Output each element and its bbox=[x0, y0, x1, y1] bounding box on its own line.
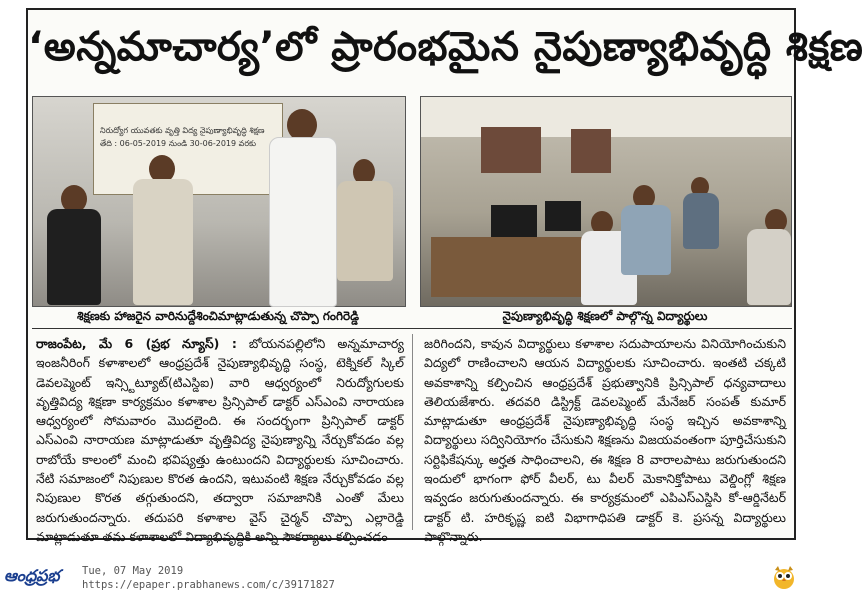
clip-url[interactable]: https://epaper.prabhanews.com/c/39171827 bbox=[82, 579, 335, 591]
clip-date: Tue, 07 May 2019 bbox=[82, 565, 184, 577]
photo2-caption: నైపుణ్యాభివృద్ధి శిక్షణలో పాల్గొన్న విద్యార్థులు bbox=[502, 309, 708, 323]
news-clipping bbox=[26, 8, 863, 544]
computer-monitor bbox=[545, 201, 581, 231]
banner-line-2: తేది : 06-05-2019 నుండి 30-06-2019 వరకు bbox=[100, 139, 257, 148]
person-seated bbox=[621, 205, 671, 275]
window bbox=[481, 127, 541, 173]
photo-speaker bbox=[32, 96, 406, 307]
column-divider bbox=[412, 334, 413, 530]
clip-meta bbox=[82, 564, 335, 592]
photo-classroom bbox=[420, 96, 792, 307]
column-2-text: జరిగిందని, కావున విద్యార్థులు కళాశాల సదుపాయాలను వినియోగించుకుని విద్యలో రాణించాలని ఆయన విద్యార్థులకు సూచించారు. ఇంతటి చక్కటి అవకాశాన్ని కల్పించిన ఆంధ్రప్రదేశ్ ప్రభుత్వానికి ప్రిన్సిపాల్ ధన్యవాదాలు తెలియజేశారు. తదవరి డిస్ట్రిక్ట్ డెవలప్మెంట్ మేనేజర్ సంపత్ కుమార్ మాట్లాడుతూ ఆంధ్రప్రదేశ్ నైపుణ్యాభివృద్ధి సంస్థ ఇచ్చిన అవకాశాన్ని విద్యార్థులు సద్వినియోగం చేసుకుని శిక్షణను విజయవంతంగా పూర్తిచేసుకుని సర్టిఫికేషన్కు అర్హత సాధించాలని, ఈ శిక్షణ 8 వారాలపాటు జరుగుతుందని ఇందులో భాగంగా ఫోర్ వీలర్, టు వీలర్ మెకానిక్తోపాటు వెల్డింగ్లో శిక్షణ ఇవ్వడం జరుగుతుందన్నారు. ఈ కార్యక్రమంలో ఎపిఎస్ఎస్డిసి కో-ఆర్డినేటర్ డాక్టర్ టి. హరికృష్ణ ఐటి విభాగాధిపతి డాక్టర్ కె. ప్రసన్న విద్యార్థులు పాల్గొన్నారు. bbox=[424, 336, 786, 544]
person-seated bbox=[133, 179, 193, 305]
article-column-1 bbox=[36, 334, 405, 544]
person-seated bbox=[747, 229, 791, 305]
epaper-footer bbox=[0, 560, 800, 597]
computer-monitor bbox=[491, 205, 537, 239]
desk bbox=[431, 237, 591, 297]
divider bbox=[32, 328, 792, 329]
dateline: రాజంపేట, మే 6 (ప్రభ న్యూస్) : bbox=[36, 336, 237, 351]
speaker bbox=[269, 137, 337, 307]
owl-icon bbox=[772, 564, 796, 590]
article-headline: ‘అన్నమాచార్య’లో ప్రారంభమైన నైపుణ్యాభివృద్ధి శిక్షణ bbox=[28, 24, 863, 70]
publication-logo[interactable]: ఆంధ్రప్రభ bbox=[4, 566, 60, 585]
window bbox=[571, 129, 611, 173]
person-seated bbox=[683, 193, 719, 249]
person-seated bbox=[337, 181, 393, 281]
banner-line-1: నిరుద్యోగ యువతకు వృత్తి విద్య నైపుణ్యాభివృద్ధి శిక్షణ bbox=[100, 126, 265, 135]
column-1-text: బోయనపల్లిలోని అన్నమాచార్య ఇంజనీరింగ్ కళాశాలలో ఆంధ్రప్రదేశ్ నైపుణ్యాభివృద్ధి సంస్థ, టెక్నికల్ స్కిల్ డెవలప్మెంట్ ఇన్స్టిట్యూట్(టిఎస్డిఐ) వారి ఆధ్వర్యంలో నిరుద్యోగులకు వృత్తివిద్య శిక్షణా కార్యక్రమం కళాశాల ప్రిన్సిపాల్ డాక్టర్ ఎస్ఎంవి నారాయణ ఆధ్వర్యంలో సోమవారం మొదలైంది. ఈ సందర్భంగా ప్రిన్సిపాల్ డాక్టర్ ఎస్ఎంవి నారాయణ మాట్లాడుతూ వృత్తివిద్య నైపుణ్యాన్ని నేర్చుకోవడం వల్ల రాబోయే కాలంలో మంచి భవిష్యత్తు ఉంటుందని విద్యార్థులకు సూచించారు. నేటి సమాజంలో నిపుణుల కొరత ఉందని, ఇటువంటి శిక్షణ నేర్చుకోవడం వల్ల నిపుణుల కొరత తగ్గుతుందని, తద్వారా సమాజానికి ఎంతో మేలు జరుగుతుందన్నారు. తదుపరి కళాశాల వైస్ చైర్మన్ చొప్పా ఎల్లారెడ్డి మాట్లాడుతూ తమ కళాశాలలో విద్యాభివృద్ధికి అన్ని సౌకర్యాలు కల్పించడం bbox=[36, 336, 405, 544]
person-seated bbox=[47, 209, 101, 305]
photo1-caption: శిక్షణకు హాజరైన వారినుద్దేశించిమాట్లాడుతున్న చొప్పా గంగిరెడ్డి bbox=[76, 309, 359, 323]
article-column-2 bbox=[424, 334, 786, 544]
